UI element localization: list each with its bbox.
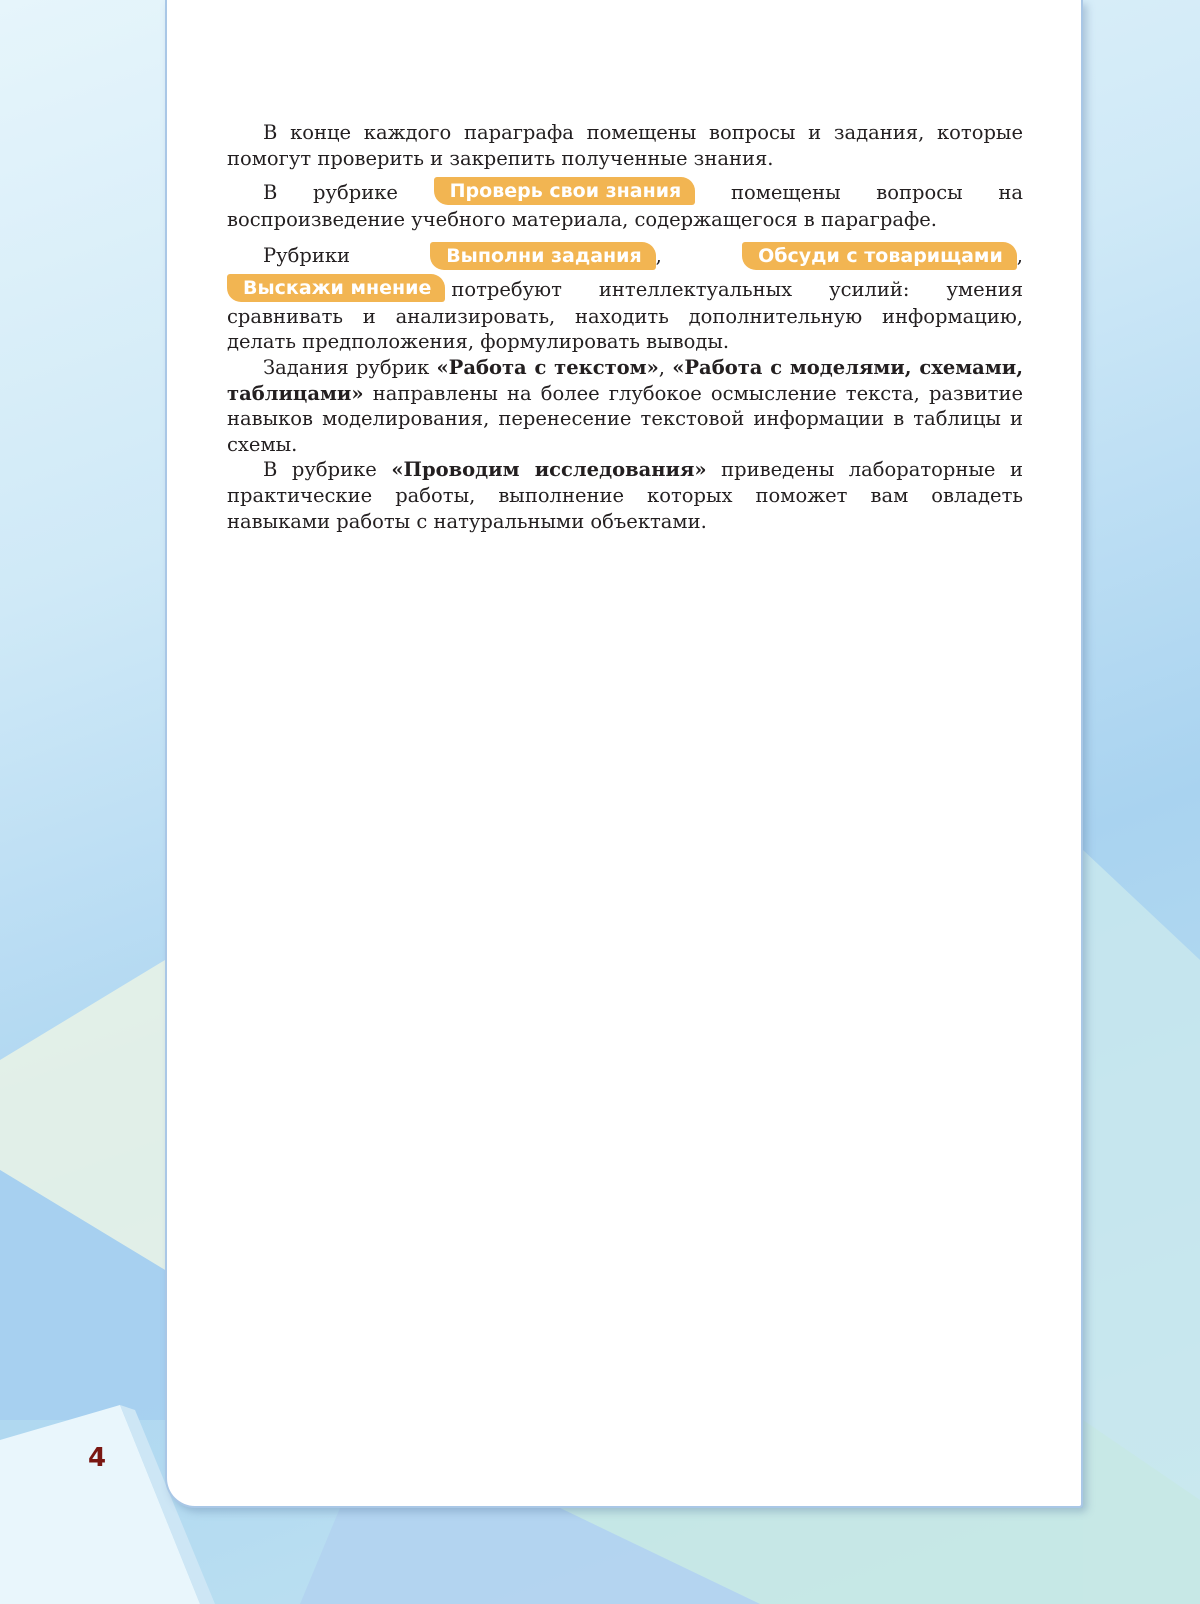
paragraph-check-knowledge — [227, 179, 1023, 233]
rubric-do-tasks-group — [430, 242, 662, 270]
rubric-models-title: «Работа с моделями, схемами, таблицами» — [227, 355, 1024, 405]
paragraph-text: Задания рубрик — [263, 355, 437, 379]
paragraph-research — [227, 457, 1023, 534]
page-number: 4 — [88, 1443, 107, 1473]
paragraph-text: Рубрики — [263, 244, 350, 268]
rubric-do-tasks-badge: Выполни задания — [430, 242, 655, 270]
page-body — [227, 120, 1023, 534]
rubric-check-knowledge-badge: Проверь свои знания — [434, 177, 696, 205]
paragraph-text: , — [1016, 244, 1023, 268]
rubric-express-opinion-badge: Выскажи мнение — [227, 274, 445, 302]
paragraph-text: приведены лабораторные и практические работы, выполнение которых поможет вам овладеть навыками работы с натуральными объектами. — [227, 458, 1023, 533]
rubric-discuss-badge: Обсуди с товарищами — [742, 242, 1017, 270]
paragraph-text: потребуют интеллектуальных усилий: умения сравнивать и анализировать, находить дополнительную информацию, делать предположения, формулировать выводы. — [227, 277, 1023, 354]
paragraph-text: , — [655, 244, 662, 268]
rubric-research-title: «Проводим исследования» — [391, 458, 707, 482]
textbook-page — [165, 0, 1083, 1508]
paragraph-text: В рубрике — [263, 181, 434, 205]
paragraph-text: , — [658, 355, 673, 379]
rubric-discuss-group — [742, 242, 1023, 270]
paragraph-text: В рубрике — [263, 458, 392, 482]
paragraph-rubrics — [227, 276, 1023, 355]
rubric-list-line — [227, 241, 1023, 272]
paragraph-text: направлены на более глубокое осмысление текста, развитие навыков моделирования, перенесение текстовой информации в таблицы и схемы. — [227, 381, 1023, 456]
paragraph-text: помещены вопросы на воспроизведение учебного материала, содержащегося в параграфе. — [227, 181, 1023, 232]
paragraph-questions: В конце каждого параграфа помещены вопросы и задания, которые помогут проверить и закрепить полученные знания. — [227, 121, 1023, 170]
rubric-text-work-title: «Работа с текстом» — [436, 355, 659, 379]
paragraph-text-work — [227, 355, 1023, 457]
